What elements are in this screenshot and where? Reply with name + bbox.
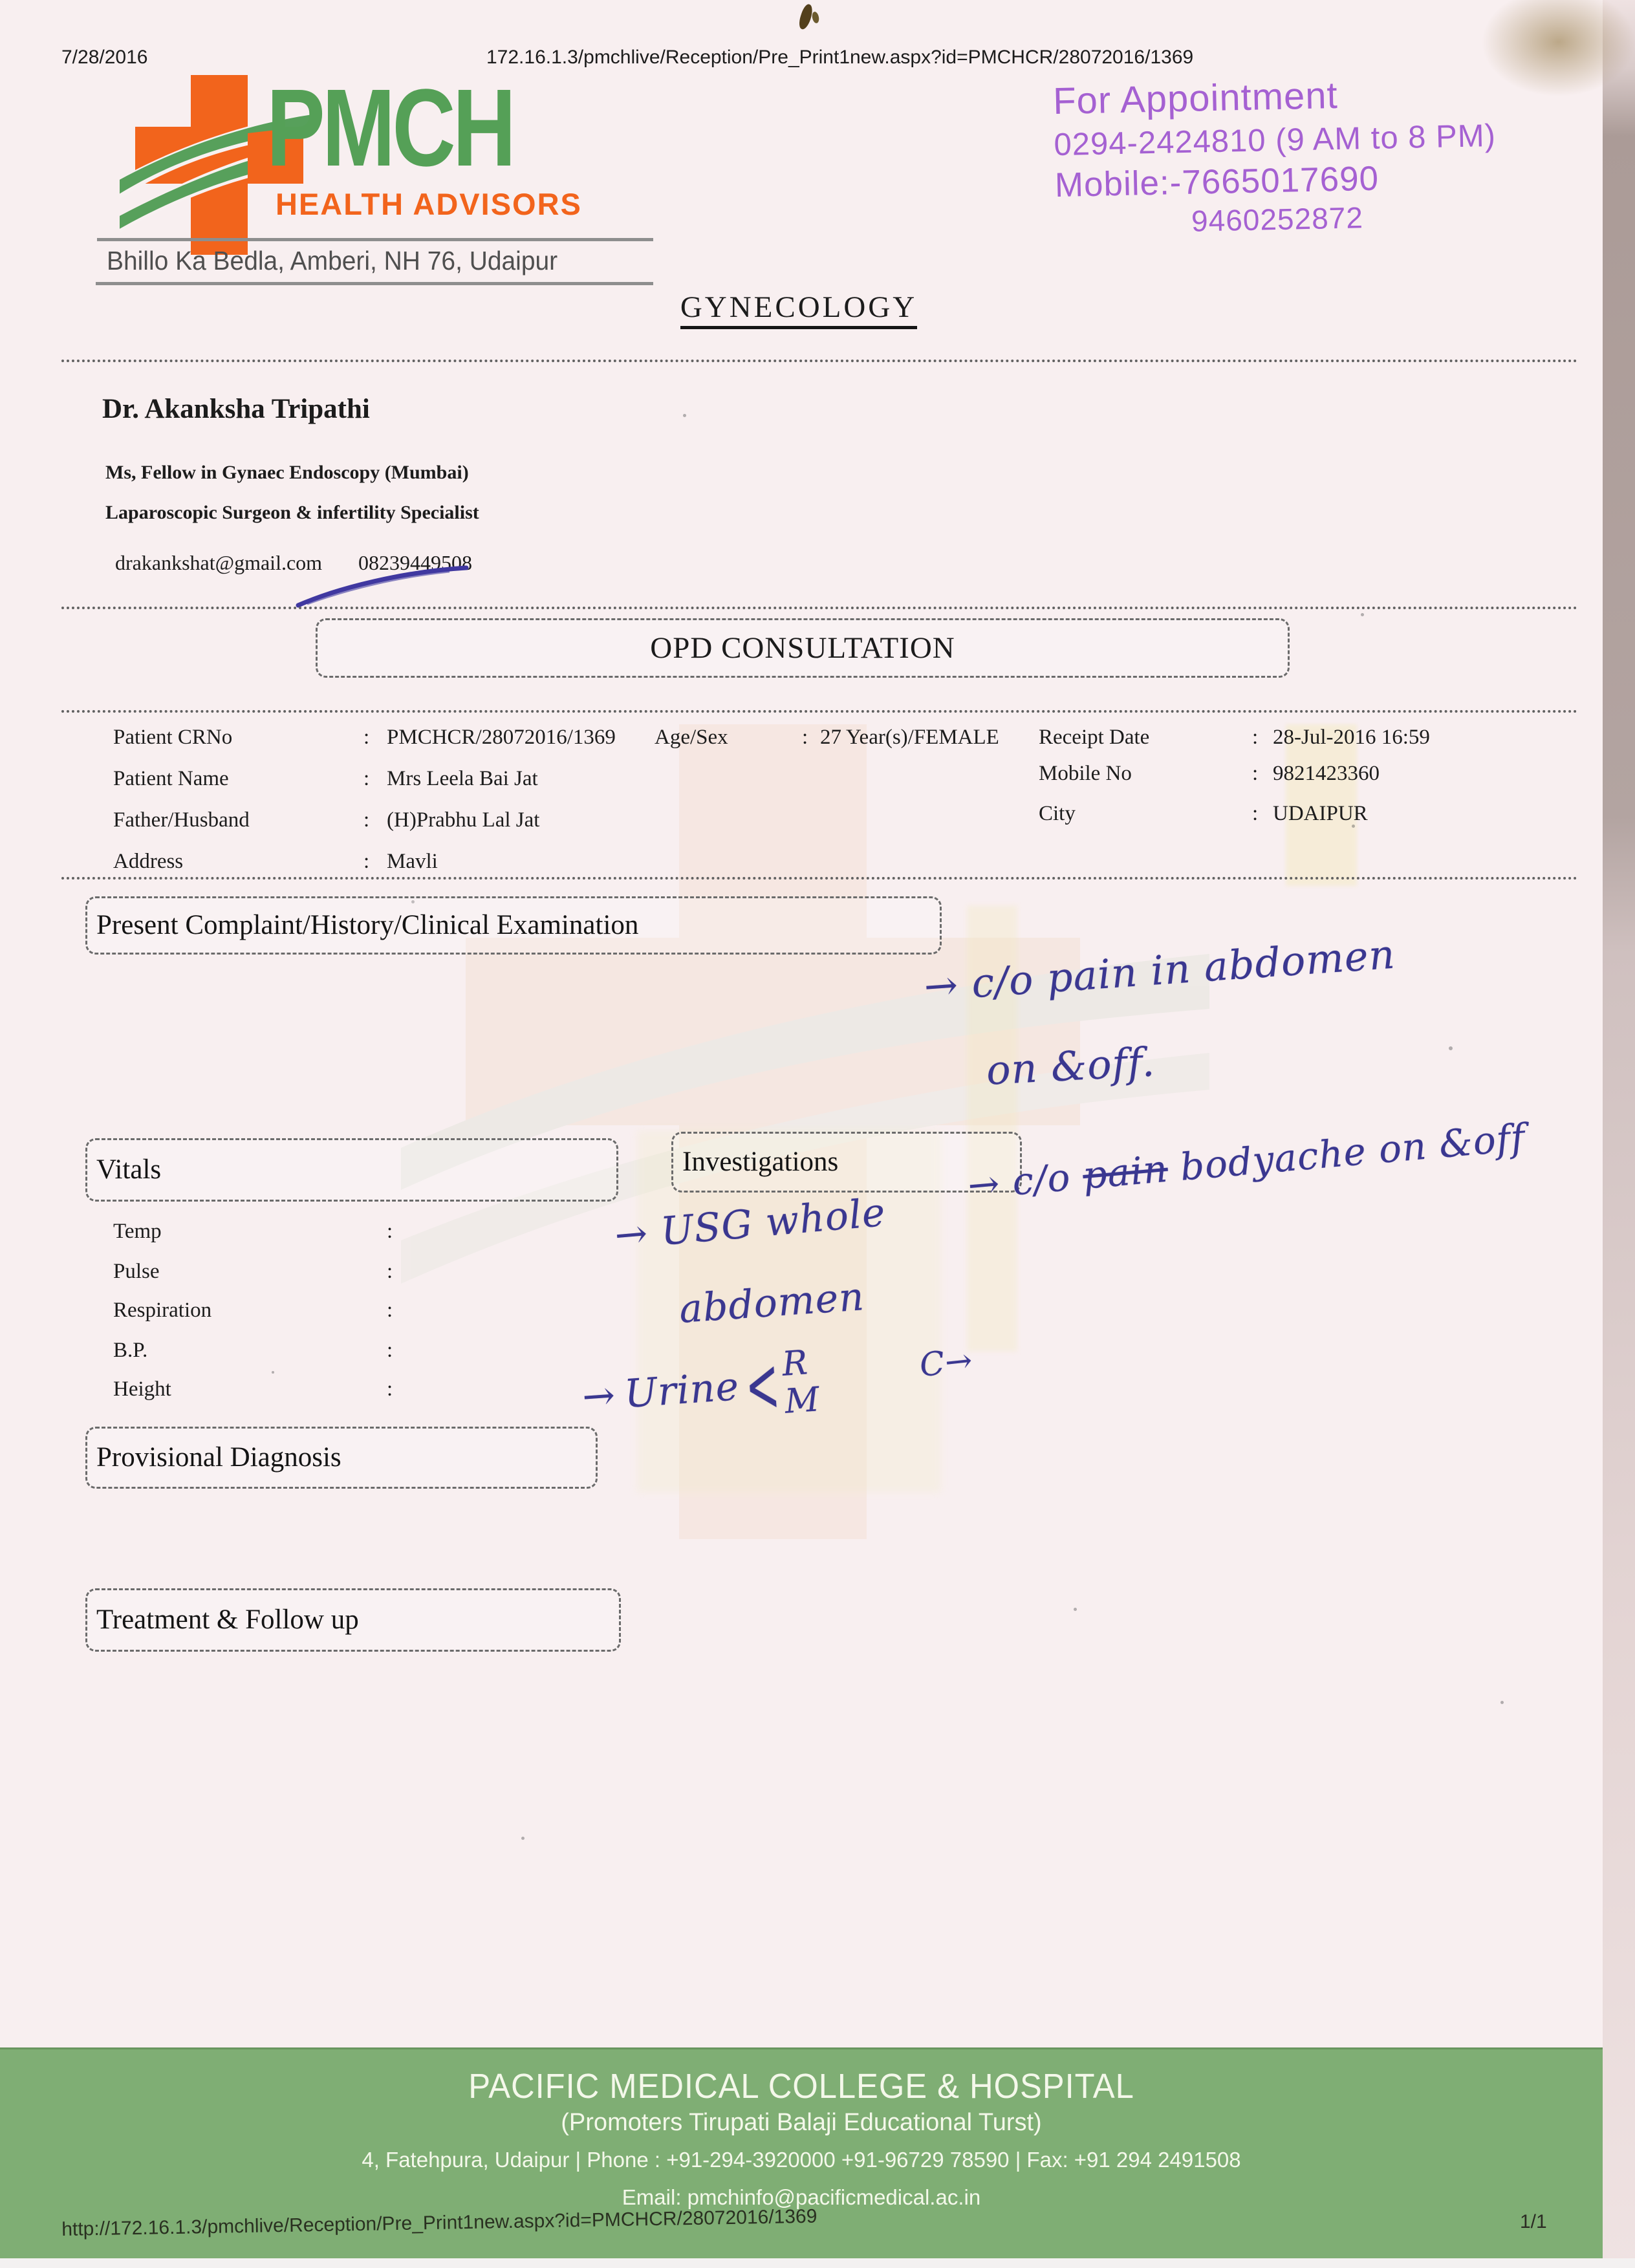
handwriting-usg-line2: abdomen: [677, 1274, 866, 1332]
scan-dot: [1449, 1046, 1453, 1050]
field-label: Patient CRNo: [113, 726, 233, 749]
appointment-stamp: [1052, 70, 1498, 241]
field-colon: :: [802, 726, 808, 749]
form-title-box: [316, 618, 1290, 678]
section-vitals-title: Vitals: [96, 1154, 162, 1185]
section-vitals-box: [85, 1138, 618, 1202]
handwriting-text: R: [781, 1343, 810, 1385]
handwriting-complaint-line2: on &off.: [985, 1038, 1156, 1094]
field-colon: :: [363, 767, 370, 790]
doctor-name: Dr. Akanksha Tripathi: [102, 394, 370, 424]
vital-label-bp: B.P.: [113, 1339, 148, 1362]
section-investigations-title: Investigations: [682, 1147, 839, 1177]
address-rule-bottom: [96, 282, 653, 285]
footer-contact: 4, Fatehpura, Udaipur | Phone : +91-294-3920000 +91-96729 78590 | Fax: +91 294 2491508: [362, 2148, 1241, 2172]
field-label: Address: [113, 850, 184, 873]
field-label: City: [1039, 802, 1076, 825]
handwriting-struck-word: pain: [1081, 1146, 1170, 1198]
field-colon: :: [363, 808, 370, 832]
pen-arrow: →: [966, 1161, 1002, 1208]
section-treatment-title: Treatment & Follow up: [96, 1604, 359, 1635]
pen-arrow: →: [612, 1210, 650, 1259]
field-colon: :: [363, 850, 370, 873]
scan-bottom-strip: [0, 2258, 1635, 2268]
field-label: Patient Name: [113, 767, 229, 790]
print-url: 172.16.1.3/pmchlive/Reception/Pre_Print1new.aspx?id=PMCHCR/28072016/1369: [486, 47, 1194, 68]
handwriting-with-mark: C→: [918, 1341, 975, 1385]
vital-colon: :: [387, 1220, 393, 1243]
scan-dot: [683, 414, 686, 417]
doctor-phone: 08239449508: [358, 551, 473, 574]
address-rule-top: [97, 238, 653, 241]
pen-arrow: →: [922, 960, 960, 1011]
field-label: Receipt Date: [1039, 726, 1150, 749]
field-value: (H)Prabhu Lal Jat: [387, 808, 540, 832]
scan-dot: [1361, 613, 1364, 616]
scan-dot: [521, 1837, 525, 1840]
print-date: 7/28/2016: [61, 47, 148, 68]
field-colon: :: [1252, 726, 1259, 749]
section-complaint-box: [85, 896, 942, 955]
department-heading-wrap: [0, 290, 1597, 325]
field-value: 28-Jul-2016 16:59: [1273, 726, 1430, 749]
vital-label-height: Height: [113, 1377, 171, 1401]
vital-colon: :: [387, 1377, 393, 1401]
handwriting-text: c/o: [1010, 1154, 1073, 1204]
footer-print-url: http://172.16.1.3/pmchlive/Reception/Pre_Print1new.aspx?id=PMCHCR/28072016/1369: [61, 2205, 817, 2240]
field-value: Mavli: [387, 850, 438, 873]
vital-label-temp: Temp: [113, 1220, 162, 1243]
field-colon: :: [363, 726, 370, 749]
vital-colon: :: [387, 1299, 393, 1322]
brand-name: PMCH: [266, 67, 514, 189]
stamp-line-4: 9460252872: [1191, 200, 1364, 238]
form-title: OPD CONSULTATION: [650, 631, 955, 665]
handwriting-text: Urine: [623, 1363, 741, 1418]
divider: [61, 607, 1578, 609]
department-heading: GYNECOLOGY: [680, 290, 917, 329]
scan-smudge: [1481, 0, 1635, 97]
footer-page-indicator: 1/1: [1520, 2211, 1547, 2232]
scan-dot: [272, 1371, 274, 1374]
field-colon: :: [1252, 802, 1259, 825]
scan-edge-shadow: [1603, 0, 1635, 2268]
field-value: PMCHCR/28072016/1369: [387, 726, 616, 749]
scan-dot: [1500, 1701, 1504, 1704]
vital-colon: :: [387, 1260, 393, 1283]
scan-speck: [811, 11, 820, 24]
pen-arrow: →: [581, 1372, 618, 1420]
handwriting-text: M: [783, 1380, 821, 1421]
section-complaint-title: Present Complaint/History/Clinical Examination: [96, 910, 639, 940]
stamp-line-2: 0294-2424810 (9 AM to 8 PM): [1054, 118, 1497, 163]
divider: [61, 710, 1578, 713]
brand-tagline: HEALTH ADVISORS: [276, 187, 582, 221]
divider: [61, 877, 1578, 880]
vital-label-pulse: Pulse: [113, 1260, 160, 1283]
doctor-specialty: Laparoscopic Surgeon & infertility Specialist: [105, 502, 479, 523]
section-provisional-box: [85, 1427, 598, 1489]
vital-label-respiration: Respiration: [113, 1299, 212, 1322]
handwriting-text: USG whole: [658, 1189, 888, 1255]
field-value: 9821423360: [1273, 762, 1380, 785]
divider: [61, 360, 1578, 362]
field-value: UDAIPUR: [1273, 802, 1368, 825]
section-treatment-box: [85, 1588, 621, 1652]
footer-promoters: (Promoters Tirupati Balaji Educational Turst): [561, 2109, 1042, 2136]
scan-dot: [1074, 1608, 1077, 1611]
footer-email: Email: pmchinfo@pacificmedical.ac.in: [622, 2185, 981, 2209]
footer-band: [0, 2047, 1603, 2260]
handwriting-text: c/o pain in abdomen: [969, 930, 1397, 1008]
field-colon: :: [1252, 762, 1259, 785]
stamp-line-3: Mobile:-7665017690: [1054, 159, 1380, 205]
handwriting-bracket: <: [742, 1339, 783, 1431]
vital-colon: :: [387, 1339, 393, 1362]
pen-underline-stroke: [294, 563, 475, 618]
field-label: Father/Husband: [113, 808, 250, 832]
clinic-address: Bhillo Ka Bedla, Amberi, NH 76, Udaipur: [107, 246, 558, 275]
doctor-degree: Ms, Fellow in Gynaec Endoscopy (Mumbai): [105, 462, 469, 483]
footer-hospital-name: PACIFIC MEDICAL COLLEGE & HOSPITAL: [468, 2067, 1134, 2106]
handwriting-r-over-m: [781, 1343, 821, 1421]
field-label: Age/Sex: [655, 726, 728, 749]
doctor-email: drakankshat@gmail.com: [115, 551, 323, 574]
field-value: Mrs Leela Bai Jat: [387, 767, 538, 790]
field-label: Mobile No: [1039, 762, 1132, 785]
field-value: 27 Year(s)/FEMALE: [820, 726, 999, 749]
stamp-line-1: For Appointment: [1052, 74, 1339, 123]
section-provisional-title: Provisional Diagnosis: [96, 1442, 341, 1473]
handwriting-text: bodyache on &off: [1178, 1115, 1528, 1189]
